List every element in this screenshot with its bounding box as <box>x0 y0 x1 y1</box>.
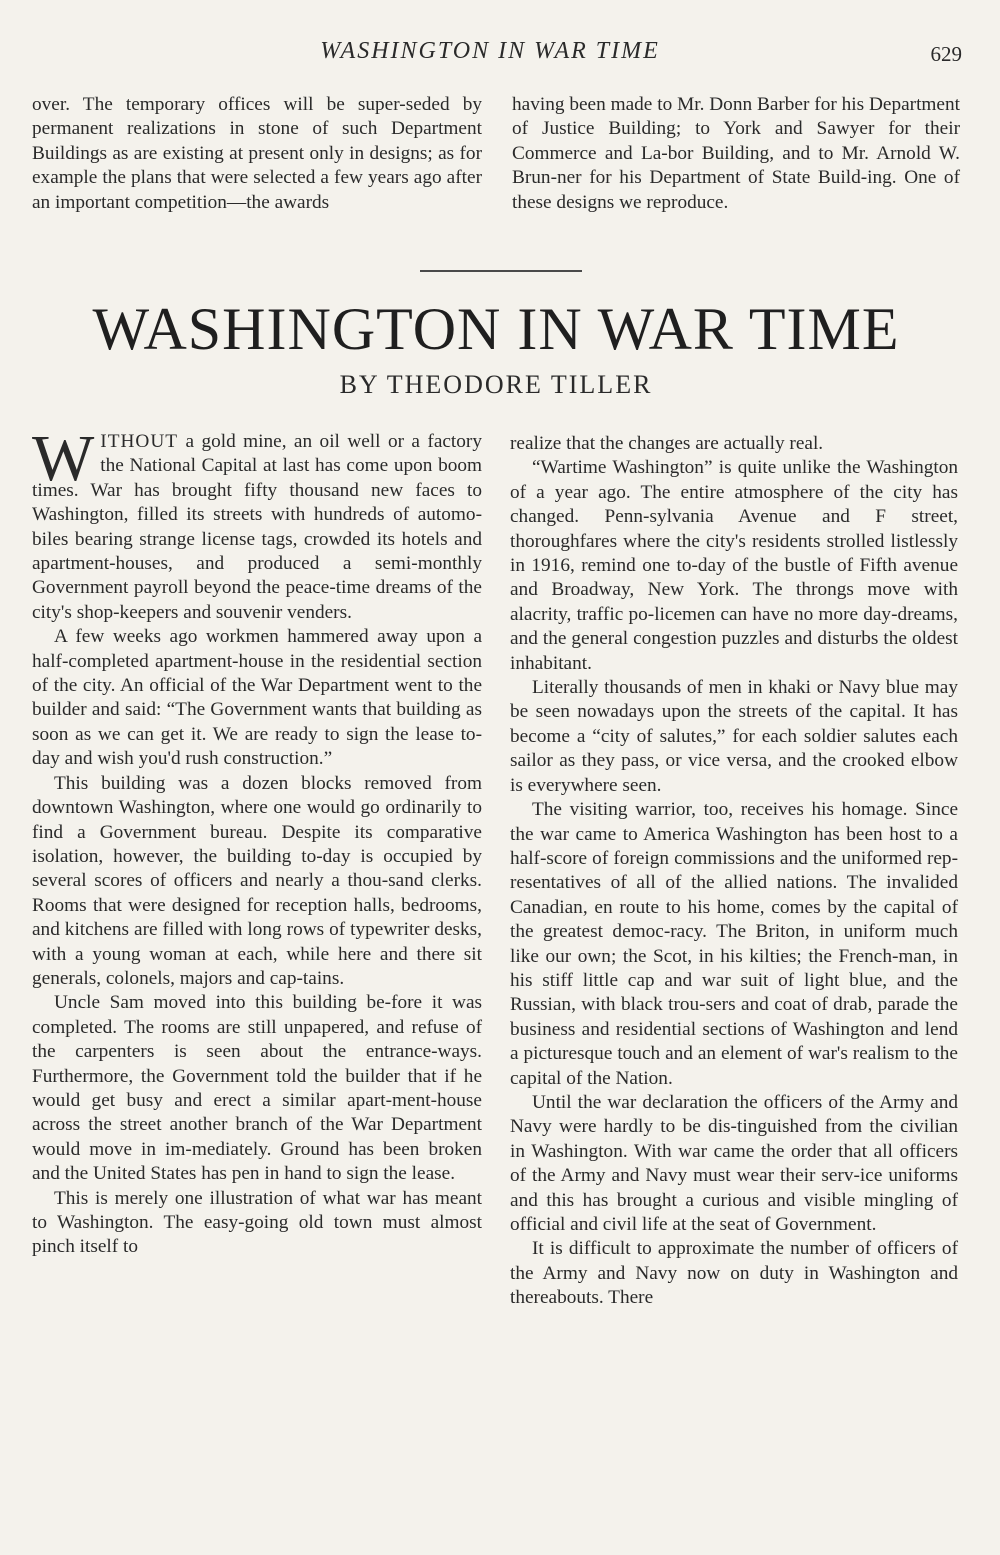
article-paragraph: Uncle Sam moved into this building be-fore it was completed. The rooms are still unpapered, and refuse of the carpenters is seen about the entrance-ways. Furthermore, the Government told the builder that if he would get busy and erect a similar apart-ment-house across the street another branch of the War Department would move in im-mediately. Ground has been broken and the United States has pen in hand to sign the lease. <box>32 992 482 1185</box>
running-title: WASHINGTON IN WAR TIME <box>320 38 660 64</box>
article-paragraph: It is difficult to approximate the number of officers of the Army and Navy now on duty in Washington and thereabouts. There <box>510 1238 958 1309</box>
article-paragraph: “Wartime Washington” is quite unlike the Washington of a year ago. The entire atmosphere of the city has changed. Penn-sylvania Avenue and F street, thoroughfares where the city's residents strolled listlessly in 1916, remind one to-day of the bustle of Fifth avenue and Broadway, New York. The throngs move with alacrity, traffic po-licemen can have no more day-dreams, and the general congestion puzzles and disturbs the oldest inhabitant. <box>510 457 958 674</box>
article-right-column <box>510 432 958 1311</box>
previous-article-left-text: over. The temporary offices will be super-seded by permanent realizations in stone of such Department Buildings as are existing at present only in designs; as for example the plans that were selected a few years ago after an important competition—the awards <box>32 94 482 213</box>
article-paragraph: Literally thousands of men in khaki or Navy blue may be seen nowadays upon the streets of the capital. It has become a “city of salutes,” for each soldier salutes each sailor as they pass, or vice versa, and the crooked elbow is everywhere seen. <box>510 677 958 796</box>
section-divider <box>420 270 582 272</box>
drop-cap: W <box>32 422 95 495</box>
previous-article-right-column <box>512 93 960 215</box>
article-byline: BY THEODORE TILLER <box>339 370 653 399</box>
article-paragraph: Until the war declaration the officers of the Army and Navy were hardly to be dis-tinguished from the civilian in Washington. With war came the order that all officers of the Army and Navy must wear their serv-ice uniforms and this has brought a curious and visible mingling of official and civil life at the seat of Government. <box>510 1091 958 1235</box>
article-paragraph: This building was a dozen blocks removed from downtown Washington, where one would go ordinarily to find a Government bureau. Despite its comparative isolation, however, the building to-day is occupied by several scores of officers and nearly a thou-sand clerks. Rooms that were designed for reception halls, bedrooms, and kitchens are filled with long rows of typewriter desks, with a young woman at each, while here and there sit generals, colonels, majors and cap-tains. <box>32 772 482 989</box>
page-number: 629 <box>930 42 962 66</box>
article-paragraph: This is merely one illustration of what war has meant to Washington. The easy-going old town must almost pinch itself to <box>32 1187 482 1258</box>
running-head <box>0 38 1000 72</box>
article-left-column <box>32 422 482 1260</box>
lead-caps: ITHOUT <box>100 431 179 452</box>
article-paragraph: realize that the changes are actually real. <box>510 433 824 454</box>
article-headline: WASHINGTON IN WAR TIME <box>92 296 900 362</box>
article-paragraph-text: a gold mine, an oil well or a factory the National Capital at last has come upon boom times. War has brought fifty thousand new faces to Washington, filled its streets with hundreds of automo-biles bearing strange license tags, crowded its hotels and apartment-houses, and produced a semi-monthly Government payroll beyond the peace-time dreams of the city's shop-keepers and souvenir venders. <box>32 431 482 623</box>
previous-article-right-text: having been made to Mr. Donn Barber for his Department of Justice Building; to York and Sawyer for their Commerce and La-bor Building, and to Mr. Arnold W. Brun-ner for his Department of State Build-ing. One of these designs we reproduce. <box>512 94 960 213</box>
previous-article-left-column <box>32 93 482 215</box>
article-paragraph <box>32 422 482 625</box>
article-paragraph: The visiting warrior, too, receives his homage. Since the war came to America Washington has been host to a half-score of foreign commissions and the uniformed rep-resentatives of all of the allied nations. The invalided Canadian, en route to his home, comes by the capital of the greatest democ-racy. The Briton, in uniform much like our own; the Scot, in his kilties; the French-man, in his stiff little cap and war suit of light blue, and the Russian, with black trou-sers and coat of drab, parade the business and residential sections of Washington and lend a picturesque touch and an element of war's realism to the capital of the Nation. <box>510 799 958 1089</box>
article-paragraph: A few weeks ago workmen hammered away upon a half-completed apartment-house in the residential section of the city. An official of the War Department went to the builder and said: “The Government wants that building as soon as we can get it. We are ready to sign the lease to-day and wish you'd rush construction.” <box>32 626 482 770</box>
